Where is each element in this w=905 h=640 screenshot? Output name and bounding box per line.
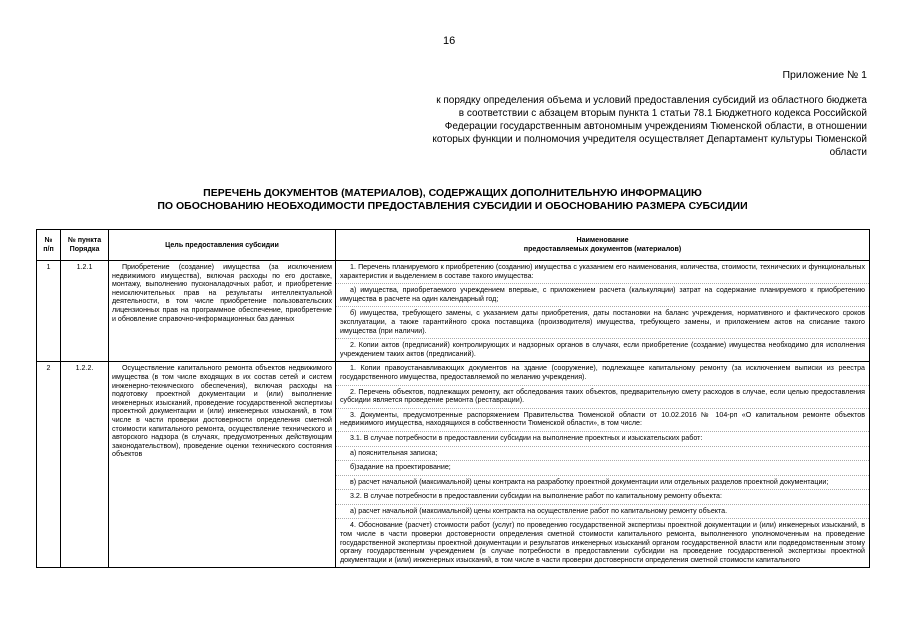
doc-paragraph: б)задание на проектирование; (336, 461, 869, 476)
header-num (37, 230, 61, 261)
header-goal: Цель предоставления субсидии (109, 230, 336, 261)
header-item-line1: № пункта (67, 236, 102, 245)
header-num-line2: п/п (43, 245, 54, 253)
header-num-line1: № (44, 236, 53, 245)
appendix-text: к порядку определения объема и условий предоставления субсидий из областного бюджета в соответствии с абзацем вторым пункта 1 статьи 78.1 Бюджетного кодекса Российской Федерации государственным автономным учреждениям Тюменской области, в отношении которых функции и полномочия учредителя осуществляет Департамент культуры Тюменской области (432, 95, 867, 158)
doc-paragraph: а) имущества, приобретаемого учреждением впервые, с приложением расчета (калькуляции) затрат на содержание планируемого к приобретению имущества в расчете на один календарный год; (336, 284, 869, 307)
appendix-title: Приложение № 1 (782, 69, 867, 81)
doc-paragraph: 1. Копии правоустанавливающих документов на здание (сооружение), подлежащее капитальному ремонту (за исключением выписки из реестра государственного имущества, предоставляемой по желанию учреждения). (336, 362, 869, 385)
table-row (37, 261, 870, 362)
doc-paragraph: а) пояснительная записка; (336, 447, 869, 462)
row-goal: Приобретение (создание) имущества (за исключением недвижимого имущества), включая расходы по его доставке, монтажу, выполнению пусконаладочных работ, и приобретение неисключительных прав на результаты интеллектуальной деятельности, в том числе приобретение пользовательских лицензионных прав на программное обеспечение, приобретение и обновление справочно-информационных баз данных (109, 261, 336, 362)
doc-paragraph: 2. Копии актов (предписаний) контролирующих и надзорных органов в случаях, если приобретение (создание) имущества необходимо для исполнения учреждением таких актов (предписаний). (340, 341, 865, 358)
heading-line-1: ПЕРЕЧЕНЬ ДОКУМЕНТОВ (МАТЕРИАЛОВ), СОДЕРЖАЩИХ ДОПОЛНИТЕЛЬНУЮ ИНФОРМАЦИЮ (203, 187, 702, 199)
doc-paragraph: 3.1. В случае потребности в предоставлении субсидии на выполнение проектных и изыскательских работ: (336, 432, 869, 447)
doc-paragraph: 2. Перечень объектов, подлежащих ремонту, акт обследования таких объектов, предварительную смету расходов в случае, если целью предоставления субсидии является проведение ремонта (реставрации). (336, 386, 869, 409)
document-heading (40, 187, 865, 213)
documents-table (36, 229, 870, 568)
doc-paragraph: 4. Обоснование (расчет) стоимости работ (услуг) по проведению государственной экспертизы проектной документации и (или) инженерных изысканий, в том числе в части проверки достоверности определения сметной стоимости капитального ремонта, выполненного уполномоченным на проведение государственной экспертизы проектной документации и результатов инженерных изысканий органом государственной власти или подведомственным этому органу государственным учреждением (в случае потребности в предоставлении субсидии на проведение государственной экспертизы проектной документации и (или) инженерных изысканий, в том числе в части проверки достоверности определения сметной стоимости капитального (340, 521, 865, 564)
table-header-row (37, 230, 870, 261)
header-docs-line2: предоставляемых документов (материалов) (523, 245, 682, 253)
doc-paragraph: а) расчет начальной (максимальной) цены контракта на осуществление работ по капитальному ремонту объекта. (336, 505, 869, 520)
doc-paragraph: в) расчет начальной (максимальной) цены контракта на разработку проектной документации или отдельных разделов проектной документации; (336, 476, 869, 491)
row-item: 1.2.2. (61, 362, 109, 568)
doc-paragraph: 3. Документы, предусмотренные распоряжением Правительства Тюменской области от 10.02.2016 № 104-рп «О капитальном ремонте объектов недвижимого имущества, находящихся в собственности Тюменской области», в том числе: (336, 409, 869, 432)
row-item: 1.2.1 (61, 261, 109, 362)
doc-paragraph: 1. Перечень планируемого к приобретению (созданию) имущества с указанием его наименования, количества, стоимости, технических и функциональных характеристик и выделением в составе такого имущества: (336, 261, 869, 284)
row-goal: Осуществление капитального ремонта объектов недвижимого имущества (в том числе входящих в их состав сетей и систем инженерно-технического обеспечения), включая расходы на подготовку проектной документации и (или) выполнение инженерных изысканий, проведение государственной экспертизы проектной документации и (или) инженерных изысканий, в том числе в части проверки достоверности определения сметной стоимости капитального ремонта, осуществление технического и авторского надзора (в случаях, предусмотренных действующим законодательством), проведение оценки технического состояния объектов (109, 362, 336, 568)
doc-paragraph: 3.2. В случае потребности в предоставлении субсидии на выполнение работ по капитальному ремонту объекта: (336, 490, 869, 505)
row-docs (336, 362, 870, 568)
row-num: 1 (37, 261, 61, 362)
header-item (61, 230, 109, 261)
header-docs-line1: Наименование (576, 236, 629, 245)
row-num: 2 (37, 362, 61, 568)
heading-line-2: ПО ОБОСНОВАНИЮ НЕОБХОДИМОСТИ ПРЕДОСТАВЛЕНИЯ СУБСИДИИ И ОБОСНОВАНИЮ РАЗМЕРА СУБСИДИИ (157, 200, 748, 212)
header-item-line2: Порядка (69, 245, 100, 253)
doc-paragraph: б) имущества, требующего замены, с указанием даты приобретения, даты постановки на баланс учреждения, нормативного и фактического сроков эксплуатации, а также гарантийного срока поставщика (производителя) имущества, требующего замены, и приложением актов на списание такого имущества (при наличии). (336, 307, 869, 339)
page-number: 16 (443, 35, 456, 47)
row-docs (336, 261, 870, 362)
table-row (37, 362, 870, 568)
header-docs (336, 230, 870, 261)
